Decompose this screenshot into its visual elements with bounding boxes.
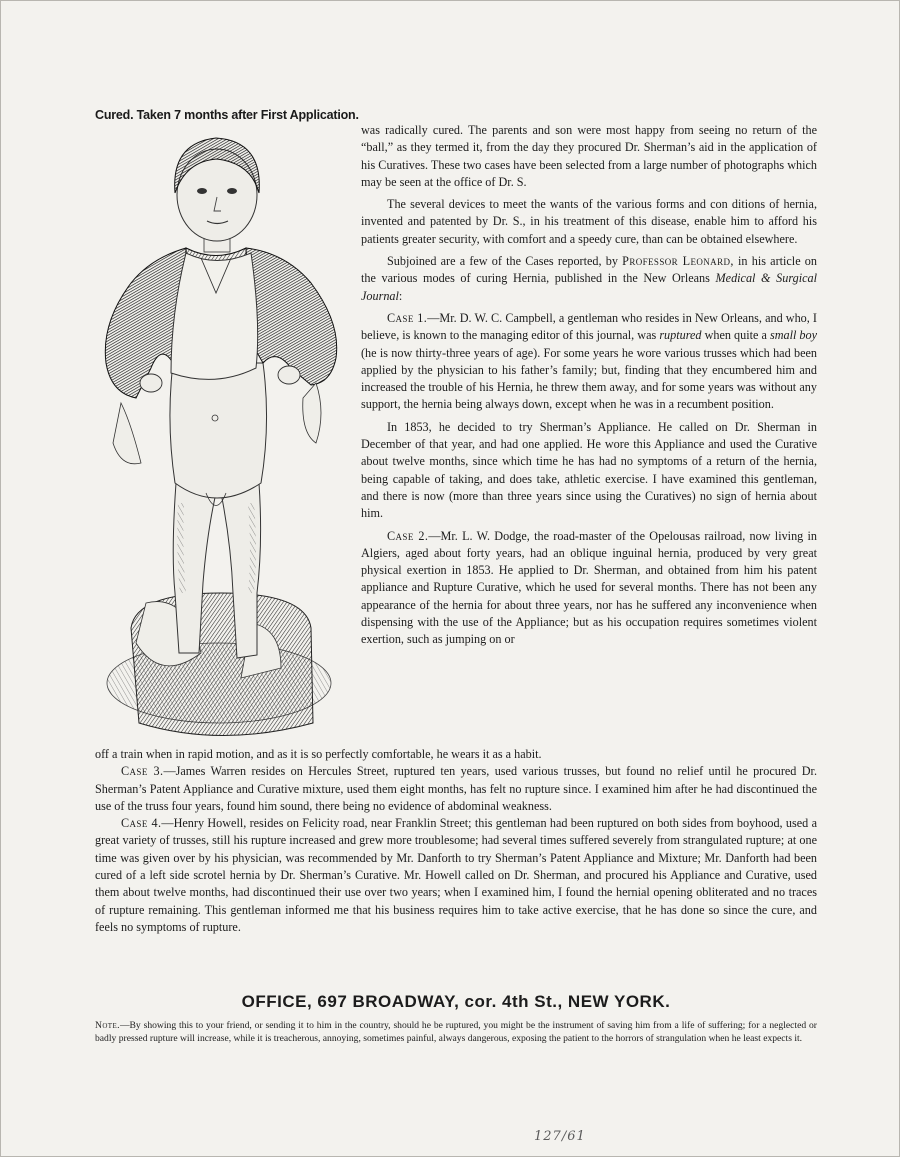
paragraph-subjoined: [361, 253, 817, 305]
case-1-emphasis-ruptured: ruptured: [659, 328, 702, 343]
case-1-text-b: when quite a: [704, 328, 767, 343]
paragraph-intro: was radically cured. The parents and son were most happy from seeing no return of the “ball,” as they termed it, from the day they procured Dr. Sherman’s aid in the application of his Curatives. These two cases have been selected from a large number of photographs which may be seen at the office of Dr. S.: [361, 123, 817, 189]
subjoined-lead: Subjoined are a few of the Cases reported, by: [387, 254, 618, 269]
case-1-text-a: —Mr. D. W. C. Campbell, a gentleman who resides in New Orleans, and who, I believe, is known to the managing editor of this journal, was: [361, 310, 817, 343]
note-label: Note.: [95, 1020, 120, 1031]
paragraph-case-1-continued: In 1853, he decided to try Sherman’s Appliance. He called on Dr. Sherman in December of that year, and had one applied. He wore this Appliance and used the Curative about twelve months, since which time he has had no symptoms of a return of the hernia, being capable of taking, and does take, athletic exercise. I have examined this gentleman, and there is now (more than three years since using the Curatives) no sign of hernia about him.: [361, 419, 817, 521]
engraving-illustration: [91, 123, 356, 748]
case-1-label: Case 1.: [387, 310, 428, 325]
handwritten-catalog-number: 127/61: [534, 1129, 586, 1144]
case-4-text: —Henry Howell, resides on Felicity road, near Franklin Street; this gentleman had been ruptured on both sides from boyhood, used a great variety of trusses, still his rupture increased and grew more troublesome; had several times suffered severely from strangulated rupture; at one time was given over by his physician, was recommended by Mr. Danforth to try Sherman’s Patent Appliance and Mixture; Mr. Danforth had been cured of a left side scrotel hernia by Dr. Sherman’s Curative. Mr. Howell called on Dr. Sherman, and procured his Appliance and Curative, used them about twelve months, had discontinued their use over two years; when I examined him, I found the hernial opening obliterated and no traces of rupture remaining. This gentleman informed me that his business requires him to take active exercise, that he has done so since the cure, and feels no symptoms of rupture.: [95, 816, 817, 934]
professor-name: Professor Leonard,: [622, 254, 734, 269]
case-2-text: —Mr. L. W. Dodge, the road-master of the Opelousas railroad, now living in Algiers, aged about forty years, had an oblique inguinal hernia, produced by very great physical exertion in 1853. He applied to Dr. Sherman, and obtained from him his patent appliance and Rupture Curative, which he used for several months. There has not been any appearance of the hernia for about three years, nor has he suffered any inconvenience when dispensing with the use of the Appliance; but as his occupation requires sometimes violent exertion, such as jumping on or: [361, 528, 817, 647]
paragraph-case-3: [95, 763, 817, 815]
case-1-text-c: (he is now thirty-three years of age). For some years he wore various trusses which had been applied by the physician to his father’s family; but, finding that they encumbered him and increased the trouble of his Hernia, he threw them away, and for some years was without any support, the hernia being always down, except when he was in a recumbent position.: [361, 345, 817, 412]
subjoined-end: :: [398, 288, 403, 303]
case-3-text: —James Warren resides on Hercules Street, ruptured ten years, used various trusses, but found no relief until he procured Dr. Sherman’s Patent Appliance and Curative mixture, used them eight months, has felt no rupture since. I examined him after he had discontinued the use of the truss four years, found him sound, there being no evidence of abdominal weakness.: [95, 764, 817, 813]
footer-note: [95, 1020, 817, 1045]
note-text: —By showing this to your friend, or sending it to him in the country, should he be ruptured, you might be the instrument of saving him from a life of suffering; for a neglected or badly pressed rupture will increase, while it is treacherous, annoying, sometimes painful, always dangerous, exposing the patient to the horrors of strangulation when he least expects it.: [95, 1020, 817, 1044]
case-2-label: Case 2.: [387, 528, 429, 543]
case-4-label: Case 4.: [121, 816, 162, 831]
paragraph-case-4: [95, 815, 817, 936]
office-address-heading: OFFICE, 697 BROADWAY, cor. 4th St., NEW YORK.: [241, 992, 671, 1011]
case-1-emphasis-small-boy: small boy: [769, 328, 818, 343]
right-text-column: [361, 122, 817, 649]
figure-caption: Cured. Taken 7 months after First Application.: [95, 108, 359, 122]
journal-title: Medical & Surgical Journal: [361, 271, 817, 303]
case-3-label: Case 3.: [121, 764, 164, 779]
paragraph-case-2: [361, 528, 817, 649]
full-width-text: [95, 746, 817, 936]
paragraph-case-2-continued: off a train when in rapid motion, and as it is so perfectly comfortable, he wears it as a habit.: [95, 747, 542, 761]
subjoined-mid: in his article on the various modes of curing Hernia, published in the New Orleans: [361, 254, 817, 286]
paragraph-case-1: [361, 310, 817, 414]
paragraph-devices: The several devices to meet the wants of the various forms and con ditions of hernia, invented and patented by Dr. S., in his treatment of this disease, enable him to afford his patients greater security, with comfort and a speedy cure, than can be obtained elsewhere.: [361, 197, 817, 246]
